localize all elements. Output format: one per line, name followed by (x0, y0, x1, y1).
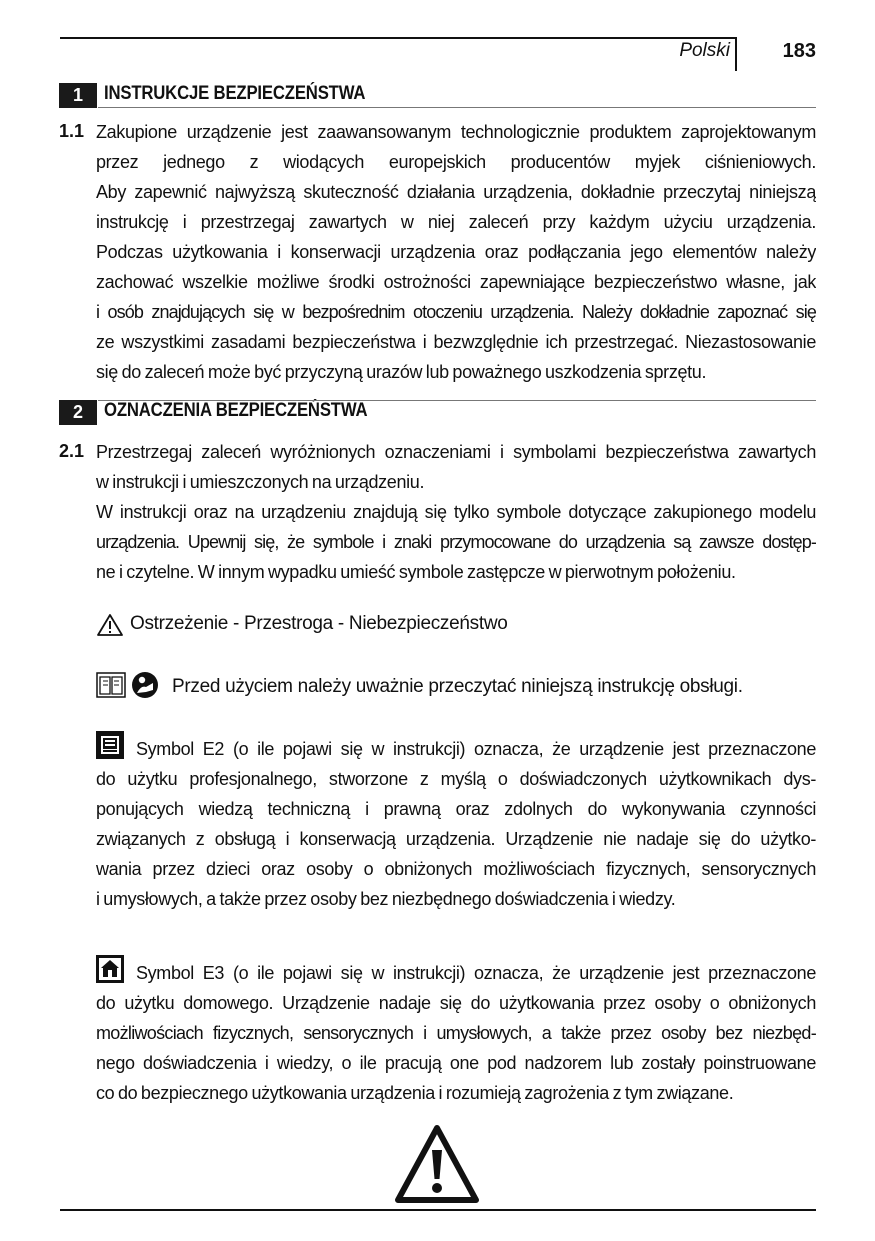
text-line: do użytku profesjonalnego, stworzone z myślą o doświadczonych użytkownikach dys- (96, 769, 816, 789)
text-line: się do zaleceń może być przyczyną urazów lub poważnego uszkodzenia sprzętu. (96, 362, 707, 382)
header-rule (60, 37, 737, 39)
text-line: Aby zapewnić najwyższą skuteczność działania urządzenia, dokładnie przeczytaj niniejszą (96, 182, 816, 202)
section-2-rule (98, 400, 816, 401)
paragraph-2-1-number: 2.1 (59, 441, 85, 461)
text-line: ze wszystkimi zasadami bezpieczeństwa i bezwzględnie ich przestrzegać. Niezastosowanie (96, 332, 816, 352)
text-line: ponujących wiedzą techniczną i prawną oraz zdolnych do wykonywania czynności (96, 799, 816, 819)
text-line: Symbol E2 (o ile pojawi się w instrukcji) oznacza, że urządzenie jest przeznaczone (136, 739, 816, 759)
symbol-e3-description (96, 958, 816, 1108)
paragraph-1-1-number: 1.1 (59, 121, 85, 141)
page-number: 183 (782, 40, 816, 62)
section-1-title: INSTRUKCJE BEZPIECZEŃSTWA (104, 83, 366, 104)
text-line: przez jednego z wiodących europejskich producentów myjek ciśnieniowych. (96, 152, 816, 172)
footer-rule (60, 1209, 816, 1211)
text-line: wania przez dzieci oraz osoby o obniżonych możliwościach fizycznych, sensorycznych (96, 859, 816, 879)
large-warning-icon (394, 1124, 480, 1204)
read-manual-icon (131, 671, 159, 699)
text-line: do użytku domowego. Urządzenie nadaje się do użytkowania przez osoby o obniżonych (96, 993, 816, 1013)
text-line: i umysłowych, a także przez osoby bez niezbędnego doświadczenia i wiedzy. (96, 889, 676, 909)
section-2-title: OZNACZENIA BEZPIECZEŃSTWA (104, 400, 368, 421)
section-1-rule (98, 107, 816, 108)
text-line: zachować wszelkie możliwe środki ostrożności zapewniające bezpieczeństwo własne, jak (96, 272, 816, 292)
text-line: instrukcję i przestrzegaj zawartych w niej zaleceń przy każdym użyciu urządzenia. (96, 212, 816, 232)
text-line: nego doświadczenia i wiedzy, o ile pracują one pod nadzorem lub zostały poinstruowane (96, 1053, 816, 1073)
text-line: możliwościach fizycznych, sensorycznych i umysłowych, a także przez osoby bez niezbęd- (96, 1023, 816, 1043)
text-line: urządzenia. Upewnij się, że symbole i znaki przymocowane do urządzenia są zawsze dostęp- (96, 532, 816, 552)
section-2-number: 2 (59, 400, 97, 425)
text-line: Podczas użytkowania i konserwacji urządzenia oraz podłączania jego elementów należy (96, 242, 816, 262)
paragraph-2-1 (96, 437, 816, 587)
read-manual-text: Przed użyciem należy uważnie przeczytać niniejszą instrukcję obsługi. (172, 676, 743, 697)
text-line: Symbol E3 (o ile pojawi się w instrukcji) oznacza, że urządzenie jest przeznaczone (136, 963, 816, 983)
text-line: Przestrzegaj zaleceń wyróżnionych oznaczeniami i symbolami bezpieczeństwa zawartych (96, 442, 816, 462)
text-line: Zakupione urządzenie jest zaawansowanym technologicznie produktem zaprojektowanym (96, 122, 816, 142)
warning-triangle-icon (96, 613, 124, 637)
section-1-number: 1 (59, 83, 97, 108)
header-divider (735, 38, 737, 71)
text-line: związanych z obsługą i konserwacją urządzenia. Urządzenie nie nadaje się do użytko- (96, 829, 816, 849)
text-line: ne i czytelne. W innym wypadku umieść symbole zastępcze w pierwotnym położeniu. (96, 562, 736, 582)
header-language: Polski (679, 40, 730, 61)
text-line: co do bezpiecznego użytkowania urządzenia i rozumieją zagrożenia z tym związane. (96, 1083, 734, 1103)
book-icon (96, 672, 126, 698)
paragraph-1-1 (96, 117, 816, 387)
text-line: W instrukcji oraz na urządzeniu znajdują się tylko symbole dotyczące zakupionego modelu (96, 502, 816, 522)
symbol-e2-description (96, 734, 816, 914)
text-line: i osób znajdujących się w bezpośrednim otoczeniu urządzenia. Należy dokładnie zapoznać się (96, 302, 816, 322)
warning-text: Ostrzeżenie - Przestroga - Niebezpieczeństwo (130, 613, 508, 634)
text-line: w instrukcji i umieszczonych na urządzeniu. (96, 472, 425, 492)
